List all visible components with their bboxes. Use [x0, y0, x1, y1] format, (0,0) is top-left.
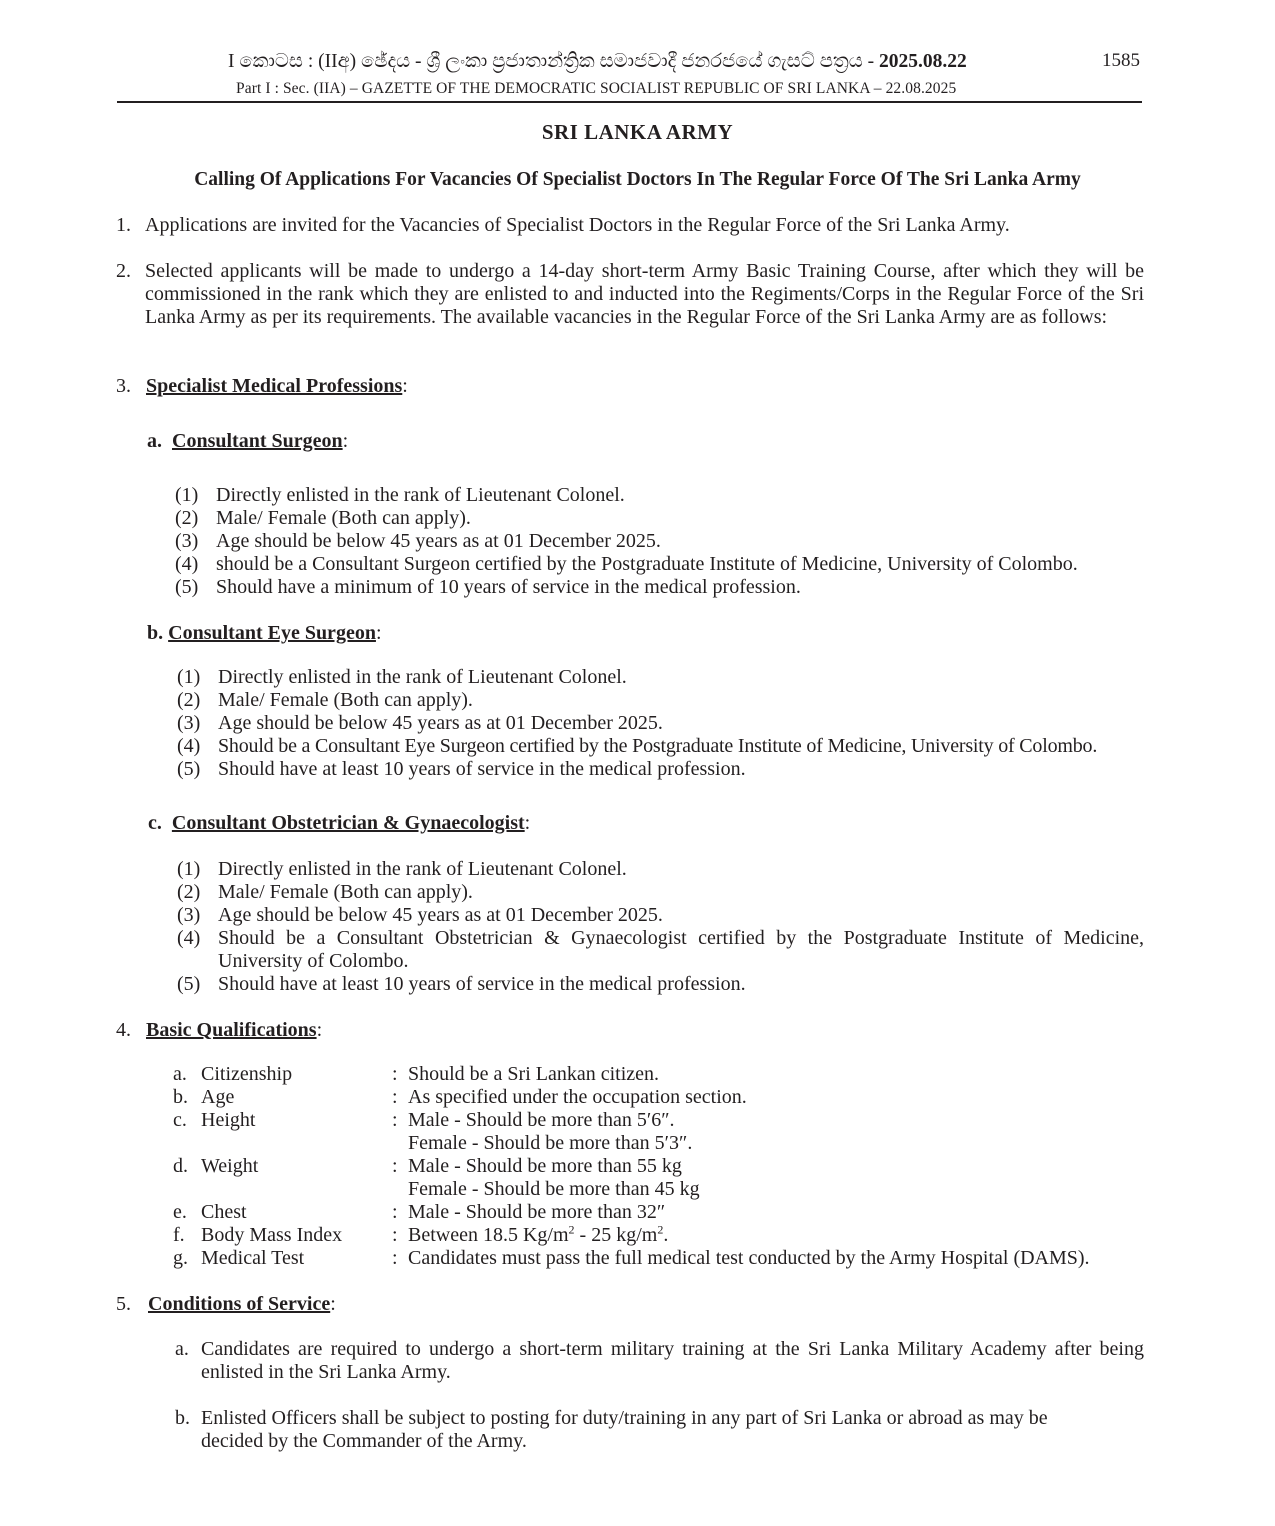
list-item: (4) — [177, 927, 201, 949]
list-item-text: Should have at least 10 years of service in the medical profession. — [218, 758, 746, 780]
list-item: (3) — [177, 904, 201, 926]
list-item-text: Male/ Female (Both can apply). — [218, 881, 473, 903]
list-item-text: Should have at least 10 years of service in the medical profession. — [218, 973, 746, 995]
list-item-text: Male/ Female (Both can apply). — [216, 507, 471, 529]
list-item-text: Male/ Female (Both can apply). — [218, 689, 473, 711]
condition-text: Candidates are required to undergo a short-term military training at the Sri Lanka Military Academy after being enlisted in the Sri Lanka Army. — [201, 1338, 1144, 1383]
profession-b-heading: b. Consultant Eye Surgeon: — [147, 622, 382, 644]
header-divider — [117, 101, 1142, 103]
list-item: (4) — [177, 735, 201, 757]
list-item-text: Directly enlisted in the rank of Lieutenant Colonel. — [218, 666, 627, 688]
list-item-text: Should have a minimum of 10 years of service in the medical profession. — [216, 576, 801, 598]
table-row-value: Candidates must pass the full medical test conducted by the Army Hospital (DAMS). — [408, 1247, 1090, 1269]
list-item: (5) — [175, 576, 199, 598]
list-item: (1) — [177, 666, 201, 688]
profession-c-heading: c. Consultant Obstetrician & Gynaecologist: — [148, 812, 531, 834]
profession-b-title: Consultant Eye Surgeon — [168, 622, 376, 644]
table-row-label: Medical Test — [201, 1247, 305, 1269]
list-item: (1) — [177, 858, 201, 880]
paragraph-1-text: Applications are invited for the Vacancies of Specialist Doctors in the Regular Force of the Sri Lanka Army. — [145, 214, 1010, 236]
list-item-text: Directly enlisted in the rank of Lieutenant Colonel. — [216, 484, 625, 506]
list-item-text: Should be a Consultant Obstetrician & Gynaecologist certified by the Postgraduate Institute of Medicine, University of Colombo. — [218, 927, 1144, 972]
list-item: (3) — [177, 712, 201, 734]
page-number: 1585 — [1102, 50, 1140, 71]
table-row-label: Body Mass Index — [201, 1224, 343, 1246]
profession-c-title: Consultant Obstetrician & Gynaecologist — [171, 812, 525, 834]
table-row-label: Weight — [201, 1155, 259, 1177]
paragraph-2-text: Selected applicants will be made to undergo a 14-day short-term Army Basic Training Course, after which they will be commissioned in the rank which they are enlisted to and inducted into the Regiments/Corps in the Regular Force of the Sri Lanka Army as per its requirements. The available vacancies in the Regular Force of the Sri Lanka Army are as follows: — [145, 260, 1144, 328]
table-row-value: Should be a Sri Lankan citizen. — [408, 1063, 660, 1085]
list-item: (4) — [175, 553, 199, 575]
table-row-label: Chest — [201, 1201, 247, 1223]
list-item-text: Age should be below 45 years as at 01 December 2025. — [216, 530, 661, 552]
list-item: (5) — [177, 973, 201, 995]
condition-text: Enlisted Officers shall be subject to posting for duty/training in any part of Sri Lanka or abroad as may be decided by the Commander of the Army. — [201, 1407, 1048, 1452]
paragraph-1-number: 1. — [116, 214, 131, 236]
table-row-label: Age — [201, 1086, 235, 1108]
list-item: (2) — [177, 689, 201, 711]
table-row-value: As specified under the occupation section. — [408, 1086, 747, 1108]
table-row-value-secondary: Female - Should be more than 5′3″. — [408, 1132, 693, 1154]
table-row-label: Citizenship — [201, 1063, 293, 1085]
gazette-header-english: Part I : Sec. (IIA) – GAZETTE OF THE DEMOCRATIC SOCIALIST REPUBLIC OF SRI LANKA – 22.08.2025 — [236, 80, 957, 97]
basic-qualifications-title: Basic Qualifications — [146, 1019, 317, 1041]
paragraph-5-number: 5. — [116, 1293, 131, 1315]
table-row-letter: g. — [173, 1247, 188, 1269]
table-row-label: Height — [201, 1109, 256, 1131]
paragraph-2-number: 2. — [116, 260, 131, 282]
table-row-value: Male - Should be more than 5′6″. — [408, 1109, 675, 1131]
document-title: SRI LANKA ARMY — [541, 120, 734, 144]
table-row-letter: f. — [173, 1224, 185, 1246]
table-row-letter: d. — [173, 1155, 188, 1177]
list-item-text: Directly enlisted in the rank of Lieutenant Colonel. — [218, 858, 627, 880]
header-sinhala-text: I කොටස : (IIඅ) ඡේදය - ශ්‍රී ලංකා ප්‍රජාතාන්ත්‍රික සමාජවාදී ජනරජයේ ගැසට් පත්‍රය - — [228, 51, 880, 72]
list-item: (5) — [177, 758, 201, 780]
table-row-letter: a. — [173, 1063, 187, 1085]
list-item-text: should be a Consultant Surgeon certified by the Postgraduate Institute of Medicine, University of Colombo. — [216, 553, 1078, 575]
conditions-title: Conditions of Service — [148, 1293, 331, 1315]
list-item: (2) — [175, 507, 199, 529]
paragraph-3-number: 3. — [116, 375, 131, 397]
table-row-value: Between 18.5 $Kg/m^2 - 25$ $kg/m^2$. — [408, 1222, 669, 1246]
profession-a-title: Consultant Surgeon — [172, 430, 343, 452]
basic-qualifications-heading: Basic Qualifications: — [146, 1019, 323, 1041]
list-item: (2) — [177, 881, 201, 903]
condition-letter: a. — [175, 1338, 189, 1360]
header-sinhala-date: 2025.08.22 — [879, 51, 967, 72]
profession-a-heading: a. Consultant Surgeon: — [147, 430, 349, 452]
list-item-text: Age should be below 45 years as at 01 December 2025. — [218, 712, 663, 734]
gazette-header-sinhala — [228, 50, 967, 73]
specialist-professions-heading: Specialist Medical Professions: — [146, 375, 408, 397]
table-row-value-secondary: Female - Should be more than 45 kg — [408, 1178, 700, 1200]
table-row-value: Male - Should be more than 32″ — [408, 1201, 666, 1223]
table-row-letter: b. — [173, 1086, 188, 1108]
paragraph-4-number: 4. — [116, 1019, 131, 1041]
table-row-letter: e. — [173, 1201, 187, 1223]
condition-letter: b. — [175, 1407, 190, 1429]
table-row-letter: c. — [173, 1109, 187, 1131]
document-subtitle: Calling Of Applications For Vacancies Of Specialist Doctors In The Regular Force Of The Sri Lanka Army — [194, 169, 1081, 190]
table-row-value: Male - Should be more than 55 kg — [408, 1155, 682, 1177]
list-item-text: Age should be below 45 years as at 01 December 2025. — [218, 904, 663, 926]
specialist-professions-title: Specialist Medical Professions — [146, 375, 403, 397]
conditions-heading: Conditions of Service: — [148, 1293, 336, 1315]
list-item: (1) — [175, 484, 199, 506]
list-item-text: Should be a Consultant Eye Surgeon certified by the Postgraduate Institute of Medicine, University of Colombo. — [218, 735, 1098, 757]
list-item: (3) — [175, 530, 199, 552]
